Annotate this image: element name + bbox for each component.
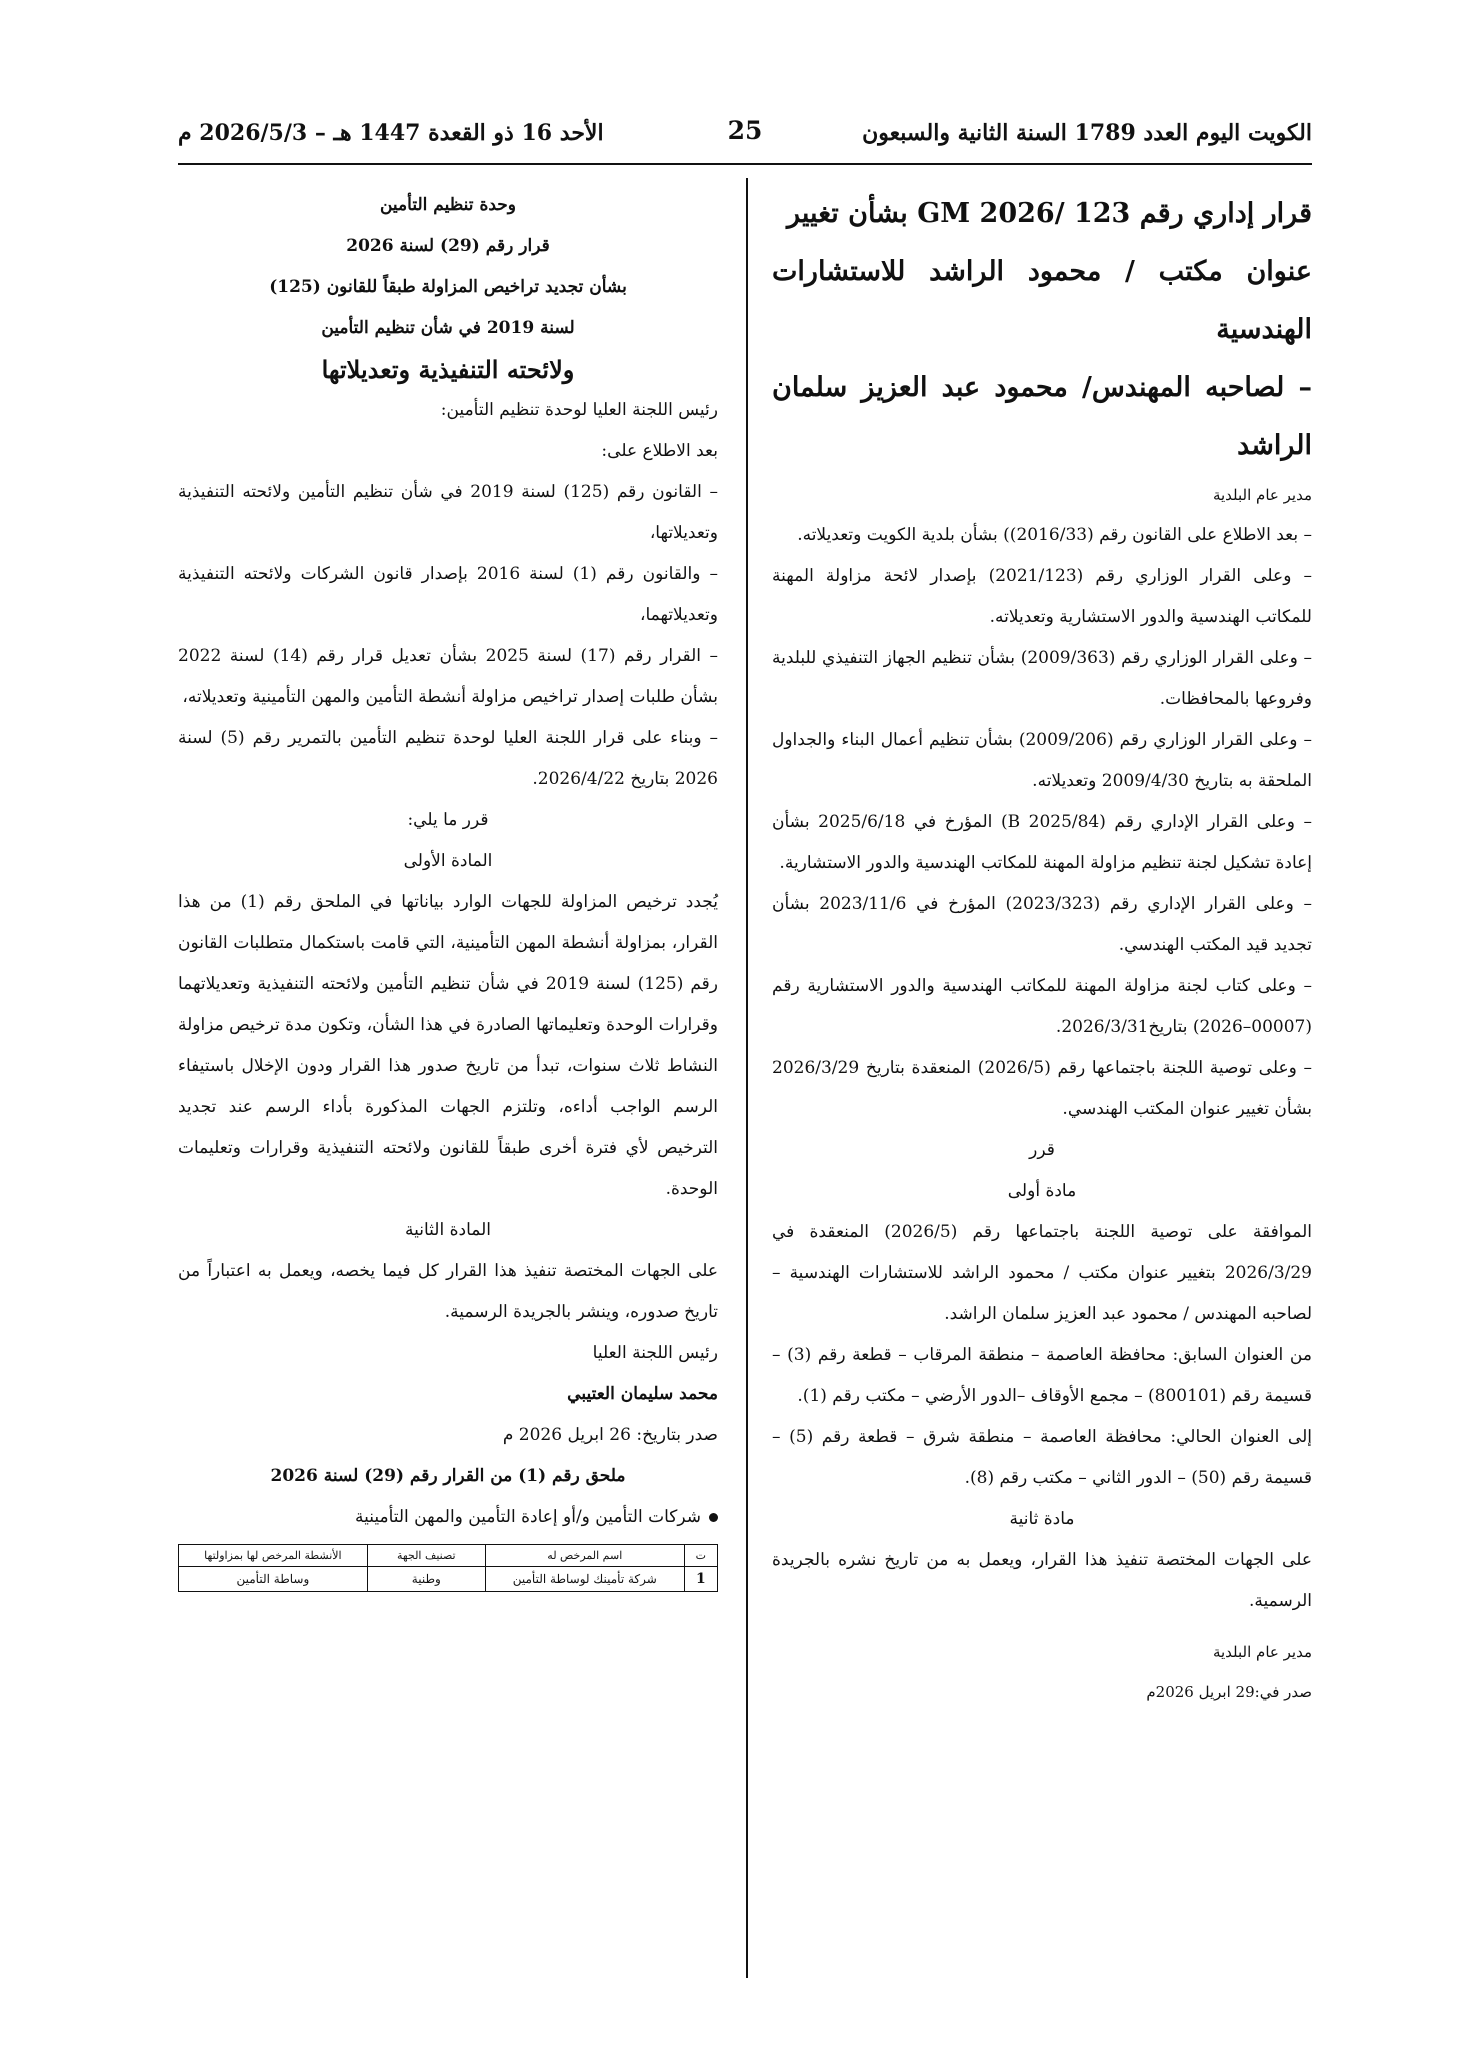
after-review: بعد الاطلاع على:	[601, 441, 718, 461]
article-1-paragraph: إلى العنوان الحالي: محافظة العاصمة – منطقة شرق – قطعة رقم (5) – قسيمة رقم (50) – الدور الثاني – مكتب رقم (8).	[772, 1427, 1312, 1488]
column-header: اسم المرخص له	[485, 1545, 684, 1567]
decision-number: قرار رقم (29) لسنة 2026	[346, 236, 550, 256]
article-2-heading: المادة الثانية	[405, 1220, 491, 1240]
decision-title-line-1: قرار إداري رقم GM 2026/ 123 بشأن تغيير	[787, 198, 1312, 229]
article-1-heading: المادة الأولى	[403, 851, 493, 871]
table-cell: 1	[684, 1567, 717, 1592]
preamble-paragraph: – وعلى توصية اللجنة باجتماعها رقم (2026/5) المنعقدة بتاريخ 2026/3/29 بشأن تغيير عنوان المكتب الهندسي.	[772, 1058, 1313, 1119]
article-1-paragraph: من العنوان السابق: محافظة العاصمة – منطقة المرقاب – قطعة رقم (3) – قسيمة رقم (800101) – مجمع الأوقاف –الدور الأرضي – مكتب رقم (1).	[772, 1345, 1312, 1406]
subject-line-2: لسنة 2019 في شأن تنظيم التأمين	[321, 318, 575, 338]
issue-date-line: صدر في:29 ابريل 2026م	[1146, 1683, 1312, 1701]
preamble-paragraph: – وعلى القرار الوزاري رقم (2009/206) بشأن تنظيم أعمال البناء والجداول الملحقة به بتاريخ 2009/4/30 وتعديلاته.	[772, 730, 1312, 791]
preamble-paragraph: – وعلى القرار الإداري رقم (2023/323) المؤرخ في 2023/11/6 بشأن تجديد قيد المكتب الهندسي.	[772, 894, 1312, 955]
table-cell: شركة تأمينك لوساطة التأمين	[485, 1567, 684, 1592]
article-1-heading: مادة أولى	[1007, 1181, 1077, 1201]
preamble-paragraph: – القانون رقم (125) لسنة 2019 في شأن تنظيم التأمين ولائحته التنفيذية وتعديلاتها،	[178, 482, 718, 543]
column-divider	[746, 178, 748, 1978]
preamble-paragraph: – وعلى القرار الوزاري رقم (2009/363) بشأن تنظيم الجهاز التنفيذي للبلدية وفروعها بالمحافظات.	[772, 648, 1312, 709]
article-2-heading: مادة ثانية	[1009, 1509, 1075, 1529]
annex-table	[178, 1544, 718, 1592]
article-1-text: يُجدد ترخيص المزاولة للجهات الوارد بياناتها في الملحق رقم (1) من هذا القرار، بمزاولة أنشطة المهن التأمينية، التي قامت باستكمال متطلبات القانون رقم (125) لسنة 2019 في شأن تنظيم التأمين ولائحته التنفيذية وتعديلاتهما وقرارات الوحدة وتعليماتها الصادرة في هذا الشأن، وتكون مدة ترخيص مزاولة النشاط ثلاث سنوات، تبدأ من تاريخ صدور هذا القرار ودون الإخلال باستيفاء الرسم الواجب أداءه، وتلتزم الجهات المذكورة بأداء الرسم عند تجديد الترخيص لأي فترة أخرى طبقاً للقانون ولائحته التنفيذية وقرارات وتعليمات الوحدة.	[178, 892, 719, 1199]
signature-name: محمد سليمان العتيبي	[567, 1384, 718, 1404]
table-cell: وساطة التأمين	[179, 1567, 368, 1592]
unit-title: وحدة تنظيم التأمين	[379, 195, 517, 215]
decision-title-line-2: عنوان مكتب / محمود الراشد للاستشارات الهندسية	[772, 256, 1312, 345]
signature-title: رئيس اللجنة العليا	[592, 1343, 718, 1363]
preamble-paragraph: – وعلى القرار الوزاري رقم (2021/123) بإصدار لائحة مزاولة المهنة للمكاتب الهندسية والدور الاستشارية وتعديلاته.	[772, 566, 1312, 627]
issuer: رئيس اللجنة العليا لوحدة تنظيم التأمين:	[440, 400, 718, 420]
column-header: الأنشطة المرخص لها بمزاولتها	[179, 1545, 368, 1567]
annex-title: ملحق رقم (1) من القرار رقم (29) لسنة 2026	[270, 1466, 626, 1486]
table-cell: وطنية	[367, 1567, 485, 1592]
gazette-issue-info: الكويت اليوم العدد 1789 السنة الثانية والسبعون	[862, 120, 1312, 146]
decision-title-line-3: – لصاحبه المهندس/ محمود عبد العزيز سلمان الراشد	[772, 372, 1312, 461]
article-2-text: على الجهات المختصة تنفيذ هذا القرار كل فيما يخصه، ويعمل به اعتباراً من تاريخ صدوره، وينشر بالجريدة الرسمية.	[178, 1261, 718, 1322]
right-column	[772, 185, 1312, 1712]
preamble-paragraph: – وعلى كتاب لجنة مزاولة المهنة للمكاتب الهندسية والدور الاستشارية رقم (00007–2026) بتاريخ2026/3/31.	[772, 976, 1312, 1037]
decided-heading: قرر	[1029, 1140, 1055, 1160]
left-column	[178, 185, 718, 1592]
page-number: 25	[727, 116, 763, 145]
column-header: تصنيف الجهة	[367, 1545, 485, 1567]
issue-date: الأحد 16 ذو القعدة 1447 هـ – 2026/5/3 م	[178, 120, 604, 146]
annex-bullet-text: شركات التأمين و/أو إعادة التأمين والمهن التأمينية	[354, 1507, 701, 1527]
decided-heading: قرر ما يلي:	[407, 810, 489, 830]
column-header: ت	[684, 1545, 717, 1567]
subject-line-1: بشأن تجديد تراخيص المزاولة طبقاً للقانون (125)	[269, 277, 627, 297]
preamble-paragraph: – بعد الاطلاع على القانون رقم (2016/33)) بشأن بلدية الكويت وتعديلاته.	[797, 525, 1312, 545]
signature: مدير عام البلدية	[1212, 1643, 1312, 1661]
issuer: مدير عام البلدية	[1212, 486, 1312, 504]
article-1-paragraph: الموافقة على توصية اللجنة باجتماعها رقم (2026/5) المنعقدة في 2026/3/29 بتغيير عنوان مكتب / محمود الراشد للاستشارات الهندسية – لصاحبه المهندس / محمود عبد العزيز سلمان الراشد.	[772, 1222, 1312, 1324]
table-row	[179, 1567, 718, 1592]
header-rule	[178, 163, 1312, 165]
preamble-paragraph: – والقانون رقم (1) لسنة 2016 بإصدار قانون الشركات ولائحته التنفيذية وتعديلاتهما،	[178, 564, 718, 625]
preamble-paragraph: – القرار رقم (17) لسنة 2025 بشأن تعديل قرار رقم (14) لسنة 2022 بشأن طلبات إصدار تراخيص مزاولة أنشطة التأمين والمهن التأمينية وتعديلاته،	[178, 646, 719, 707]
issue-date-line: صدر بتاريخ: 26 ابريل 2026 م	[502, 1425, 718, 1445]
bullet-icon	[709, 1513, 718, 1522]
article-2-text: على الجهات المختصة تنفيذ هذا القرار، ويعمل به من تاريخ نشره بالجريدة الرسمية.	[772, 1550, 1312, 1611]
preamble-paragraph: – وبناء على قرار اللجنة العليا لوحدة تنظيم التأمين بالتمرير رقم (5) لسنة 2026 بتاريخ 2026/4/22.	[178, 728, 718, 789]
page-header	[178, 116, 1312, 160]
annex-bullet	[178, 1497, 718, 1538]
table-header-row	[179, 1545, 718, 1567]
preamble-paragraph: – وعلى القرار الإداري رقم (B 2025/84) المؤرخ في 2025/6/18 بشأن إعادة تشكيل لجنة تنظيم مزاولة المهنة للمكاتب الهندسية والدور الاستشارية.	[772, 812, 1312, 873]
subject-line-3: ولائحته التنفيذية وتعديلاتها	[321, 355, 575, 384]
